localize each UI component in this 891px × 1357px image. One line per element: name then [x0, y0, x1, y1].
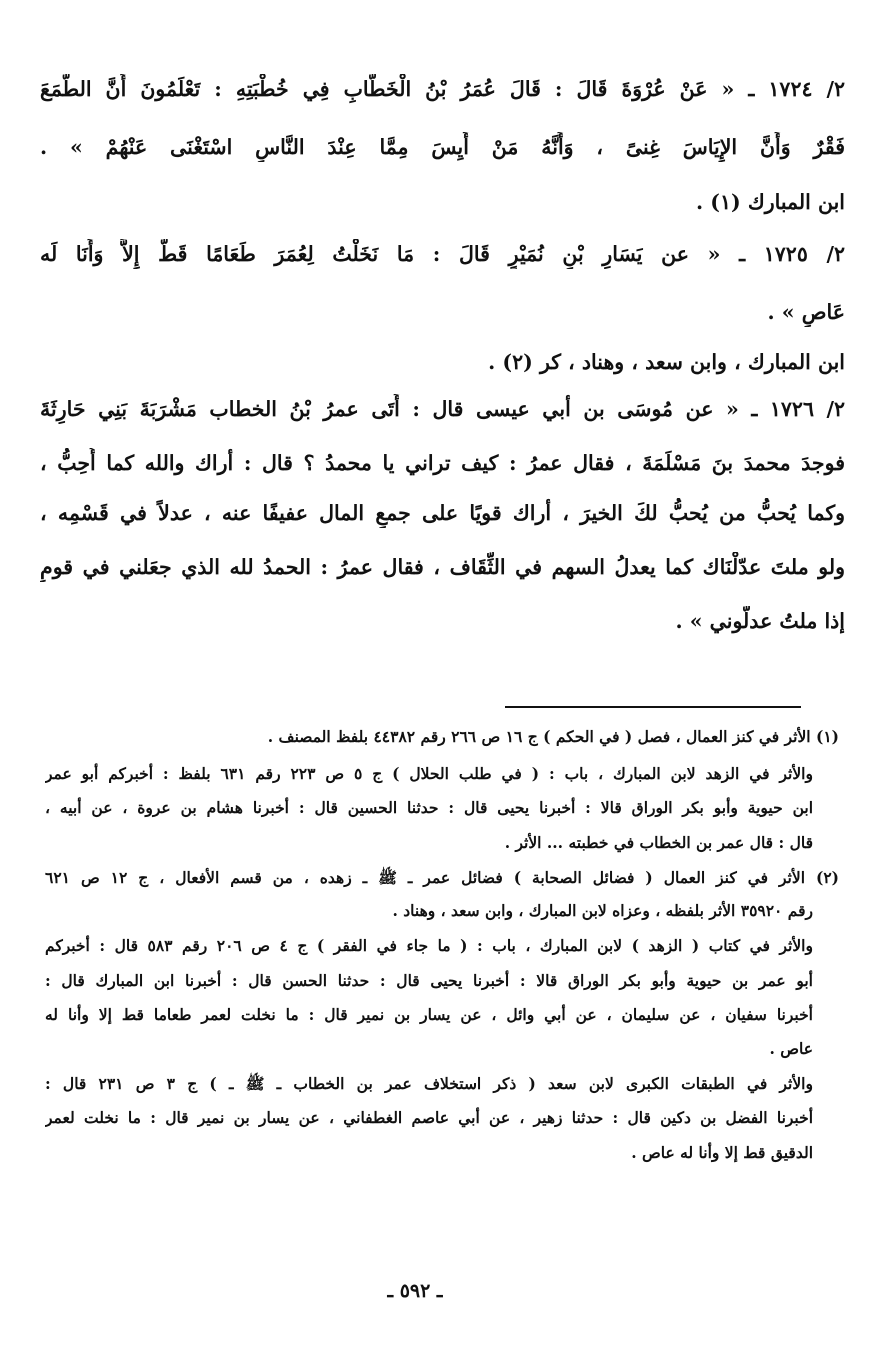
footnote-line-13: الدقيق قط إلا وأنا له عاص . — [631, 1143, 813, 1162]
main-line-4: ٢/ ١٧٢٥ ـ « عن يَسَارِ بْنِ نُمَيْرٍ قَالَ : مَا نَخَلْتُ لِعُمَرَ طَعَامًا قَطُّ إِلاَّ وَأَنَا لَه — [40, 242, 845, 266]
footnote-line-7: والأثر في كتاب ( الزهد ) لابن المبارك ، باب : ( ما جاء في الفقر ) ج ٤ ص ٢٠٦ رقم ٥٨٣ قال : أخبركم — [45, 936, 813, 955]
page-number: ـ ٥٩٢ ـ — [387, 1280, 443, 1302]
main-line-10: ولو ملتَ عدّلْنَاك كما يعدلُ السهم في الثِّقَاف ، فقال عمرُ : الحمدُ لله الذي جعَلني في قومٍ — [40, 555, 845, 579]
footnote-line-12: أخبرنا الفضل بن دكين قال : حدثنا زهير ، عن أبي عاصم الغطفاني ، عن يسار بن نمير قال : ما نخلت لعمر — [45, 1108, 813, 1127]
main-line-8: فوجدَ محمدَ بنَ مَسْلَمَةَ ، فقال عمرُ : كيف تراني يا محمدُ ؟ قال : أراك والله كما أُحِبُّ ، — [40, 451, 845, 475]
main-line-9: وكما يُحبُّ من يُحبُّ لكَ الخيرَ ، أراك قويًا على جمعِ المال عفيفًا عنه ، عدلاً في قَسْمِه ، — [40, 501, 845, 525]
footnote-line-3: ابن حيوية وأبو بكر الوراق قالا : أخبرنا يحيى قال : حدثنا الحسين قال : أخبرنا هشام بن عروة ، عن أبيه ، — [45, 798, 813, 817]
footnote-line-10: عاص . — [769, 1039, 813, 1058]
main-line-3: ابن المبارك (١) . — [695, 190, 845, 214]
footnote-line-4: قال : قال عمر بن الخطاب في خطبته ... الأثر . — [504, 833, 813, 852]
footnote-line-1: (١) الأثر في كنز العمال ، فصل ( في الحكم ) ج ١٦ ص ٢٦٦ رقم ٤٤٣٨٢ بلفظ المصنف . — [267, 727, 839, 746]
footnote-separator — [505, 706, 801, 708]
main-line-2: فَقْرٌ وَأَنَّ الإِيَاسَ غِنىً ، وَأَنَّهُ مَنْ أَيِسَ مِمَّا عِنْدَ النَّاسِ اسْتَغْنَى عَنْهُمْ » . — [40, 135, 845, 159]
footnote-line-6: رقم ٣٥٩٢٠ الأثر بلفظه ، وعزاه لابن المبارك ، وابن سعد ، وهناد . — [392, 901, 813, 920]
footnote-line-2: والأثر في الزهد لابن المبارك ، باب : ( في طلب الحلال ) ج ٥ ص ٢٢٣ رقم ٦٣١ بلفظ : أخبركم أبو عمر — [45, 764, 813, 783]
footnote-line-5: (٢) الأثر في كنز العمال ( فضائل الصحابة ) فضائل عمر ـ ﷺ ـ زهده ، من قسم الأفعال ، ج ١٢ ص ٦٢١ — [45, 868, 839, 887]
main-line-1: ٢/ ١٧٢٤ ـ « عَنْ عُرْوَةَ قَالَ : قَالَ عُمَرُ بْنُ الْخَطَّابِ فِي خُطْبَتِهِ : تَعْلَمُونَ أَنَّ الطَّمَعَ — [40, 77, 845, 101]
footnote-line-9: أخبرنا سفيان ، عن سليمان ، عن أبي وائل ، عن يسار بن نمير قال : ما نخلت لعمر طعاما قط إلا وأنا له — [45, 1005, 813, 1024]
footnote-line-11: والأثر في الطبقات الكبرى لابن سعد ( ذكر استخلاف عمر بن الخطاب ـ ﷺ ـ ) ج ٣ ص ٢٣١ قال : — [45, 1074, 813, 1093]
main-line-5: عَاصٍ » . — [767, 300, 845, 324]
main-line-11: إذا ملتُ عدلُّوني » . — [675, 609, 845, 633]
main-line-7: ٢/ ١٧٢٦ ـ « عن مُوسَى بن أبي عيسى قال : أَتَى عمرُ بْنُ الخطاب مَشْرَبَةَ بَنِي حَارِثَةَ — [40, 397, 845, 421]
footnote-line-8: أبو عمر بن حيوية وأبو بكر الوراق قالا : أخبرنا يحيى قال : حدثنا الحسن قال : أخبرنا ابن المبارك قال : — [45, 971, 813, 990]
main-line-6: ابن المبارك ، وابن سعد ، وهناد ، كر (٢) . — [488, 350, 845, 374]
